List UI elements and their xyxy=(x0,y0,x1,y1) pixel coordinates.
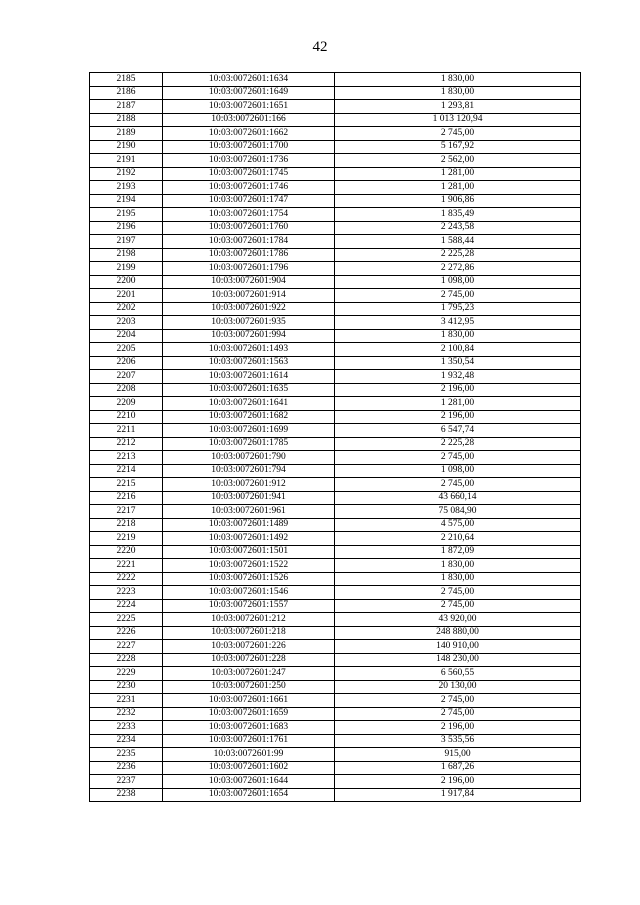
table-row xyxy=(90,370,581,384)
row-number-cell: 2189 xyxy=(90,127,163,141)
cadastral-number-cell: 10:03:0072601:1557 xyxy=(163,599,335,613)
table-row xyxy=(90,410,581,424)
value-cell: 2 272,86 xyxy=(335,262,581,276)
cadastral-number-cell: 10:03:0072601:794 xyxy=(163,464,335,478)
row-number-cell: 2193 xyxy=(90,181,163,195)
row-number-cell: 2215 xyxy=(90,478,163,492)
cadastral-number-cell: 10:03:0072601:790 xyxy=(163,451,335,465)
row-number-cell: 2212 xyxy=(90,437,163,451)
cadastral-number-cell: 10:03:0072601:1493 xyxy=(163,343,335,357)
row-number-cell: 2200 xyxy=(90,275,163,289)
cadastral-number-cell: 10:03:0072601:1662 xyxy=(163,127,335,141)
row-number-cell: 2207 xyxy=(90,370,163,384)
cadastral-number-cell: 10:03:0072601:1614 xyxy=(163,370,335,384)
value-cell: 1 830,00 xyxy=(335,572,581,586)
table-row xyxy=(90,316,581,330)
land-plot-table xyxy=(89,72,581,802)
table-row xyxy=(90,505,581,519)
value-cell: 75 084,90 xyxy=(335,505,581,519)
cadastral-number-cell: 10:03:0072601:1700 xyxy=(163,140,335,154)
cadastral-number-cell: 10:03:0072601:1796 xyxy=(163,262,335,276)
table-row xyxy=(90,437,581,451)
cadastral-number-cell: 10:03:0072601:994 xyxy=(163,329,335,343)
table-row xyxy=(90,397,581,411)
value-cell: 1 013 120,94 xyxy=(335,113,581,127)
table-row xyxy=(90,140,581,154)
cadastral-number-cell: 10:03:0072601:1785 xyxy=(163,437,335,451)
cadastral-number-cell: 10:03:0072601:1745 xyxy=(163,167,335,181)
table-row xyxy=(90,721,581,735)
cadastral-number-cell: 10:03:0072601:1761 xyxy=(163,734,335,748)
cadastral-number-cell: 10:03:0072601:1501 xyxy=(163,545,335,559)
table-row xyxy=(90,275,581,289)
table-row xyxy=(90,626,581,640)
cadastral-number-cell: 10:03:0072601:1602 xyxy=(163,761,335,775)
row-number-cell: 2204 xyxy=(90,329,163,343)
value-cell: 1 281,00 xyxy=(335,397,581,411)
row-number-cell: 2194 xyxy=(90,194,163,208)
table-row xyxy=(90,464,581,478)
cadastral-number-cell: 10:03:0072601:1644 xyxy=(163,775,335,789)
value-cell: 1 098,00 xyxy=(335,275,581,289)
cadastral-number-cell: 10:03:0072601:1526 xyxy=(163,572,335,586)
value-cell: 1 835,49 xyxy=(335,208,581,222)
table-row xyxy=(90,356,581,370)
table-row xyxy=(90,451,581,465)
cadastral-number-cell: 10:03:0072601:166 xyxy=(163,113,335,127)
cadastral-number-cell: 10:03:0072601:1682 xyxy=(163,410,335,424)
table-row xyxy=(90,181,581,195)
cadastral-number-cell: 10:03:0072601:904 xyxy=(163,275,335,289)
row-number-cell: 2191 xyxy=(90,154,163,168)
row-number-cell: 2238 xyxy=(90,788,163,802)
value-cell: 20 130,00 xyxy=(335,680,581,694)
row-number-cell: 2195 xyxy=(90,208,163,222)
cadastral-number-cell: 10:03:0072601:1649 xyxy=(163,86,335,100)
cadastral-number-cell: 10:03:0072601:1736 xyxy=(163,154,335,168)
table-row xyxy=(90,586,581,600)
cadastral-number-cell: 10:03:0072601:247 xyxy=(163,667,335,681)
row-number-cell: 2203 xyxy=(90,316,163,330)
cadastral-number-cell: 10:03:0072601:1654 xyxy=(163,788,335,802)
row-number-cell: 2206 xyxy=(90,356,163,370)
table-row xyxy=(90,599,581,613)
table-row xyxy=(90,748,581,762)
row-number-cell: 2213 xyxy=(90,451,163,465)
value-cell: 1 293,81 xyxy=(335,100,581,114)
row-number-cell: 2225 xyxy=(90,613,163,627)
table-row xyxy=(90,518,581,532)
cadastral-number-cell: 10:03:0072601:912 xyxy=(163,478,335,492)
value-cell: 2 243,58 xyxy=(335,221,581,235)
value-cell: 2 745,00 xyxy=(335,694,581,708)
row-number-cell: 2234 xyxy=(90,734,163,748)
row-number-cell: 2185 xyxy=(90,73,163,87)
value-cell: 2 745,00 xyxy=(335,451,581,465)
row-number-cell: 2218 xyxy=(90,518,163,532)
value-cell: 2 745,00 xyxy=(335,599,581,613)
cadastral-number-cell: 10:03:0072601:1546 xyxy=(163,586,335,600)
table-row xyxy=(90,329,581,343)
value-cell: 4 575,00 xyxy=(335,518,581,532)
table-row xyxy=(90,86,581,100)
value-cell: 2 210,64 xyxy=(335,532,581,546)
cadastral-number-cell: 10:03:0072601:1635 xyxy=(163,383,335,397)
value-cell: 1 906,86 xyxy=(335,194,581,208)
cadastral-number-cell: 10:03:0072601:226 xyxy=(163,640,335,654)
value-cell: 6 547,74 xyxy=(335,424,581,438)
value-cell: 3 535,56 xyxy=(335,734,581,748)
table-row xyxy=(90,680,581,694)
value-cell: 2 196,00 xyxy=(335,410,581,424)
cadastral-number-cell: 10:03:0072601:1754 xyxy=(163,208,335,222)
table-row xyxy=(90,613,581,627)
row-number-cell: 2216 xyxy=(90,491,163,505)
cadastral-number-cell: 10:03:0072601:218 xyxy=(163,626,335,640)
row-number-cell: 2208 xyxy=(90,383,163,397)
table-row xyxy=(90,73,581,87)
value-cell: 1 830,00 xyxy=(335,86,581,100)
table-row xyxy=(90,113,581,127)
table-row xyxy=(90,545,581,559)
value-cell: 2 100,84 xyxy=(335,343,581,357)
row-number-cell: 2236 xyxy=(90,761,163,775)
table-row xyxy=(90,478,581,492)
cadastral-number-cell: 10:03:0072601:1760 xyxy=(163,221,335,235)
value-cell: 140 910,00 xyxy=(335,640,581,654)
table-row xyxy=(90,383,581,397)
table-row xyxy=(90,100,581,114)
cadastral-number-cell: 10:03:0072601:1634 xyxy=(163,73,335,87)
page-number: 42 xyxy=(312,39,328,55)
row-number-cell: 2209 xyxy=(90,397,163,411)
table-row xyxy=(90,734,581,748)
table-row xyxy=(90,208,581,222)
value-cell: 2 745,00 xyxy=(335,127,581,141)
value-cell: 6 560,55 xyxy=(335,667,581,681)
table-row xyxy=(90,194,581,208)
table-row xyxy=(90,788,581,802)
cadastral-number-cell: 10:03:0072601:1784 xyxy=(163,235,335,249)
row-number-cell: 2210 xyxy=(90,410,163,424)
row-number-cell: 2217 xyxy=(90,505,163,519)
row-number-cell: 2222 xyxy=(90,572,163,586)
cadastral-number-cell: 10:03:0072601:1641 xyxy=(163,397,335,411)
row-number-cell: 2219 xyxy=(90,532,163,546)
row-number-cell: 2224 xyxy=(90,599,163,613)
table-row xyxy=(90,154,581,168)
value-cell: 1 917,84 xyxy=(335,788,581,802)
value-cell: 1 830,00 xyxy=(335,559,581,573)
value-cell: 1 932,48 xyxy=(335,370,581,384)
table-row xyxy=(90,707,581,721)
table-row xyxy=(90,532,581,546)
table-row xyxy=(90,167,581,181)
value-cell: 1 830,00 xyxy=(335,329,581,343)
row-number-cell: 2211 xyxy=(90,424,163,438)
value-cell: 2 225,28 xyxy=(335,248,581,262)
row-number-cell: 2235 xyxy=(90,748,163,762)
value-cell: 2 196,00 xyxy=(335,721,581,735)
cadastral-number-cell: 10:03:0072601:1522 xyxy=(163,559,335,573)
value-cell: 2 745,00 xyxy=(335,478,581,492)
table-row xyxy=(90,262,581,276)
cadastral-number-cell: 10:03:0072601:1786 xyxy=(163,248,335,262)
value-cell: 1 830,00 xyxy=(335,73,581,87)
cadastral-number-cell: 10:03:0072601:914 xyxy=(163,289,335,303)
value-cell: 2 745,00 xyxy=(335,707,581,721)
value-cell: 1 795,23 xyxy=(335,302,581,316)
table-row xyxy=(90,761,581,775)
row-number-cell: 2237 xyxy=(90,775,163,789)
cadastral-number-cell: 10:03:0072601:1746 xyxy=(163,181,335,195)
cadastral-number-cell: 10:03:0072601:1651 xyxy=(163,100,335,114)
row-number-cell: 2198 xyxy=(90,248,163,262)
cadastral-number-cell: 10:03:0072601:228 xyxy=(163,653,335,667)
value-cell: 43 920,00 xyxy=(335,613,581,627)
value-cell: 1 098,00 xyxy=(335,464,581,478)
row-number-cell: 2202 xyxy=(90,302,163,316)
row-number-cell: 2190 xyxy=(90,140,163,154)
row-number-cell: 2221 xyxy=(90,559,163,573)
value-cell: 2 562,00 xyxy=(335,154,581,168)
row-number-cell: 2231 xyxy=(90,694,163,708)
table-row xyxy=(90,653,581,667)
row-number-cell: 2201 xyxy=(90,289,163,303)
value-cell: 1 872,09 xyxy=(335,545,581,559)
row-number-cell: 2233 xyxy=(90,721,163,735)
table-row xyxy=(90,424,581,438)
table-row xyxy=(90,302,581,316)
row-number-cell: 2223 xyxy=(90,586,163,600)
row-number-cell: 2232 xyxy=(90,707,163,721)
row-number-cell: 2186 xyxy=(90,86,163,100)
cadastral-number-cell: 10:03:0072601:250 xyxy=(163,680,335,694)
table-body xyxy=(90,73,581,802)
cadastral-number-cell: 10:03:0072601:935 xyxy=(163,316,335,330)
value-cell: 1 350,54 xyxy=(335,356,581,370)
value-cell: 1 281,00 xyxy=(335,167,581,181)
row-number-cell: 2230 xyxy=(90,680,163,694)
value-cell: 148 230,00 xyxy=(335,653,581,667)
row-number-cell: 2229 xyxy=(90,667,163,681)
value-cell: 2 745,00 xyxy=(335,586,581,600)
value-cell: 915,00 xyxy=(335,748,581,762)
value-cell: 2 745,00 xyxy=(335,289,581,303)
cadastral-number-cell: 10:03:0072601:1492 xyxy=(163,532,335,546)
value-cell: 1 588,44 xyxy=(335,235,581,249)
row-number-cell: 2214 xyxy=(90,464,163,478)
row-number-cell: 2228 xyxy=(90,653,163,667)
table-row xyxy=(90,491,581,505)
table-row xyxy=(90,343,581,357)
table-row xyxy=(90,127,581,141)
value-cell: 1 281,00 xyxy=(335,181,581,195)
row-number-cell: 2227 xyxy=(90,640,163,654)
value-cell: 248 880,00 xyxy=(335,626,581,640)
table-row xyxy=(90,572,581,586)
row-number-cell: 2187 xyxy=(90,100,163,114)
value-cell: 2 225,28 xyxy=(335,437,581,451)
value-cell: 1 687,26 xyxy=(335,761,581,775)
table-row xyxy=(90,694,581,708)
row-number-cell: 2197 xyxy=(90,235,163,249)
row-number-cell: 2196 xyxy=(90,221,163,235)
table-row xyxy=(90,289,581,303)
table-row xyxy=(90,235,581,249)
cadastral-number-cell: 10:03:0072601:99 xyxy=(163,748,335,762)
row-number-cell: 2192 xyxy=(90,167,163,181)
cadastral-number-cell: 10:03:0072601:1683 xyxy=(163,721,335,735)
cadastral-number-cell: 10:03:0072601:212 xyxy=(163,613,335,627)
row-number-cell: 2220 xyxy=(90,545,163,559)
row-number-cell: 2188 xyxy=(90,113,163,127)
value-cell: 2 196,00 xyxy=(335,775,581,789)
cadastral-number-cell: 10:03:0072601:922 xyxy=(163,302,335,316)
table-row xyxy=(90,640,581,654)
value-cell: 5 167,92 xyxy=(335,140,581,154)
row-number-cell: 2226 xyxy=(90,626,163,640)
cadastral-number-cell: 10:03:0072601:941 xyxy=(163,491,335,505)
row-number-cell: 2205 xyxy=(90,343,163,357)
cadastral-number-cell: 10:03:0072601:1747 xyxy=(163,194,335,208)
cadastral-number-cell: 10:03:0072601:1563 xyxy=(163,356,335,370)
value-cell: 43 660,14 xyxy=(335,491,581,505)
table-row xyxy=(90,775,581,789)
cadastral-number-cell: 10:03:0072601:1699 xyxy=(163,424,335,438)
table-row xyxy=(90,248,581,262)
value-cell: 3 412,95 xyxy=(335,316,581,330)
cadastral-number-cell: 10:03:0072601:1489 xyxy=(163,518,335,532)
cadastral-number-cell: 10:03:0072601:961 xyxy=(163,505,335,519)
value-cell: 2 196,00 xyxy=(335,383,581,397)
cadastral-number-cell: 10:03:0072601:1661 xyxy=(163,694,335,708)
cadastral-number-cell: 10:03:0072601:1659 xyxy=(163,707,335,721)
table-row xyxy=(90,559,581,573)
row-number-cell: 2199 xyxy=(90,262,163,276)
table-row xyxy=(90,221,581,235)
table-row xyxy=(90,667,581,681)
